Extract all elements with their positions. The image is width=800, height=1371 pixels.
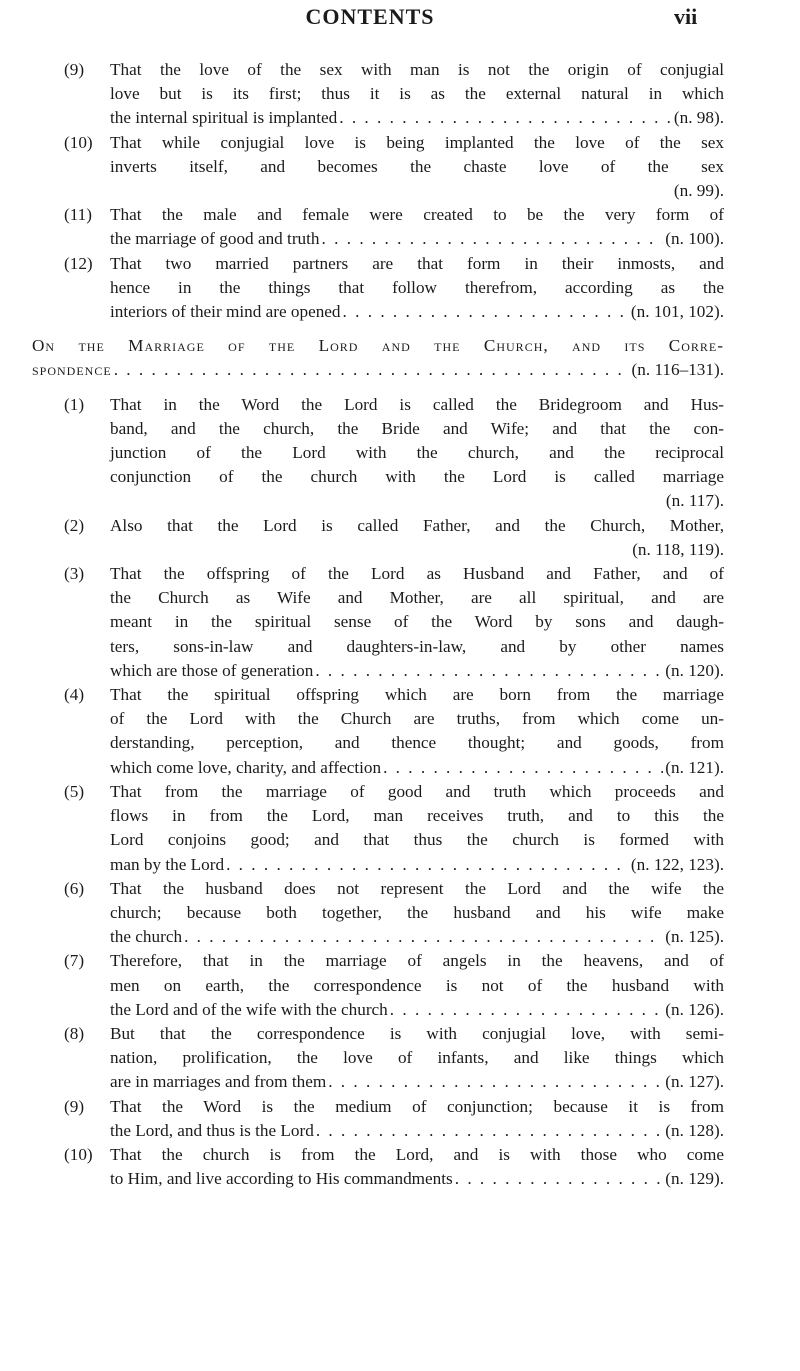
entry-number: (11) xyxy=(64,205,92,225)
entry-text: man by the Lord xyxy=(110,854,225,874)
section-heading xyxy=(32,334,724,382)
entry-line: derstanding, perception, and thence thought; and goods, from xyxy=(110,733,724,753)
dot-leader xyxy=(455,1167,664,1191)
toc-entry xyxy=(64,1095,724,1143)
dot-leader xyxy=(383,756,663,780)
entry-line: flows in from the Lord, man receives truth, and to this the xyxy=(110,806,724,826)
toc-entry xyxy=(64,780,724,877)
entry-leader-line xyxy=(110,853,724,877)
dot-leader xyxy=(328,1070,663,1094)
entry-text: interiors of their mind are opened xyxy=(110,302,341,322)
page-title: CONTENTS xyxy=(305,4,435,29)
entry-line: That the husband does not represent the Lord and the wife the xyxy=(110,878,724,898)
entry-leader-line xyxy=(110,1167,724,1191)
entry-text: which come love, charity, and affection xyxy=(110,757,382,777)
dot-leader xyxy=(315,659,663,683)
section-heading-text: spondence xyxy=(32,360,112,380)
entry-line: Therefore, that in the marriage of angels in the heavens, and of xyxy=(110,951,724,971)
entry-line: inverts itself, and becomes the chaste love of the sex xyxy=(110,156,724,176)
dot-leader xyxy=(390,998,664,1022)
entry-leader-line xyxy=(110,1119,724,1143)
entry-line: That the male and female were created to be the very form of xyxy=(110,205,724,225)
dot-leader xyxy=(316,1119,663,1143)
entry-leader-line xyxy=(110,998,724,1022)
dot-leader xyxy=(343,300,629,324)
entry-text: the Lord and of the wife with the church xyxy=(110,999,388,1019)
entry-leader-line xyxy=(110,1070,724,1094)
entry-line: meant in the spiritual sense of the Word by sons and daugh- xyxy=(110,612,724,632)
toc-entry xyxy=(64,58,724,131)
entry-line: love but is its first; thus it is as the external natural in which xyxy=(110,84,724,104)
page-number: vii xyxy=(674,4,698,29)
entry-number: (8) xyxy=(64,1023,85,1043)
entry-number: (10) xyxy=(64,1144,93,1164)
toc-entry xyxy=(64,514,724,562)
entry-number: (12) xyxy=(64,253,93,273)
entry-number: (2) xyxy=(64,515,85,535)
entry-line: That from the marriage of good and truth which proceeds and xyxy=(110,781,724,801)
entry-text: the internal spiritual is implanted xyxy=(110,108,338,128)
entry-line: band, and the church, the Bride and Wife; and that the con- xyxy=(110,418,724,438)
dot-leader xyxy=(226,853,629,877)
entry-reference: (n. 126). xyxy=(665,999,724,1019)
entry-reference: (n. 121). xyxy=(665,757,724,777)
entry-number: (4) xyxy=(64,685,85,705)
entry-reference: (n. 99). xyxy=(673,181,724,201)
entry-line: That the love of the sex with man is not the origin of conjugial xyxy=(110,60,724,79)
entries-group-a xyxy=(64,58,724,324)
entry-reference: (n. 127). xyxy=(665,1072,724,1092)
entry-number: (5) xyxy=(64,781,85,801)
toc-entry xyxy=(64,1143,724,1191)
entry-reference: (n. 118, 119). xyxy=(632,539,724,559)
section-heading-leader xyxy=(32,358,724,382)
entry-line: That in the Word the Lord is called the Bridegroom and Hus- xyxy=(110,394,724,414)
entry-number: (1) xyxy=(64,394,85,414)
entry-text: the marriage of good and truth xyxy=(110,229,320,249)
toc-entry xyxy=(64,877,724,950)
entry-number: (10) xyxy=(64,132,93,152)
entry-line: ters, sons-in-law and daughters-in-law, and by other names xyxy=(110,636,724,656)
entry-line: That the church is from the Lord, and is with those who come xyxy=(110,1144,724,1164)
entry-leader-line xyxy=(110,106,724,130)
entry-text: to Him, and live according to His commandments xyxy=(110,1169,453,1189)
entry-line: the Church as Wife and Mother, are all spiritual, and are xyxy=(110,588,724,608)
dot-leader xyxy=(114,358,630,382)
entry-text: which are those of generation xyxy=(110,660,314,680)
dot-leader xyxy=(322,227,664,251)
entry-reference: (n. 98). xyxy=(673,108,724,128)
section-reference: (n. 116–131). xyxy=(631,360,724,380)
entries-group-b xyxy=(64,393,724,1192)
toc-entry xyxy=(64,562,724,683)
entry-line: Also that the Lord is called Father, and the Church, Mother, xyxy=(110,515,724,535)
entry-number: (7) xyxy=(64,951,85,971)
entry-line: nation, prolification, the love of infants, and like things which xyxy=(110,1048,724,1068)
entry-number: (6) xyxy=(64,878,85,898)
entry-line: That while conjugial love is being implanted the love of the sex xyxy=(110,132,724,152)
entry-line: That the spiritual offspring which are born from the marriage xyxy=(110,685,724,705)
toc-entry xyxy=(64,252,724,325)
entry-text: are in marriages and from them xyxy=(110,1072,327,1092)
entry-reference: (n. 117). xyxy=(665,491,724,511)
entry-line: conjunction of the church with the Lord is called marriage xyxy=(110,467,724,487)
dot-leader xyxy=(339,106,672,130)
entry-reference: (n. 128). xyxy=(665,1120,724,1140)
entry-line: That the Word is the medium of conjunction; because it is from xyxy=(110,1096,724,1116)
entry-leader-line xyxy=(110,925,724,949)
entry-line: hence in the things that follow therefrom, according as the xyxy=(110,277,724,297)
entry-text: the church xyxy=(110,927,183,947)
entry-number: (9) xyxy=(64,1096,85,1116)
dot-leader xyxy=(184,925,663,949)
entry-reference: (n. 125). xyxy=(665,927,724,947)
contents-list xyxy=(32,58,724,1191)
entry-reference: (n. 129). xyxy=(665,1169,724,1189)
entry-leader-line xyxy=(110,659,724,683)
entry-reference: (n. 122, 123). xyxy=(630,854,724,874)
entry-leader-line xyxy=(110,300,724,324)
toc-entry xyxy=(64,683,724,780)
entry-reference: (n. 120). xyxy=(665,660,724,680)
toc-entry xyxy=(64,203,724,251)
entry-line: That the offspring of the Lord as Husband and Father, and of xyxy=(110,564,724,584)
entry-text: the Lord, and thus is the Lord xyxy=(110,1120,314,1140)
toc-entry xyxy=(64,1022,724,1095)
entry-leader-line xyxy=(110,227,724,251)
toc-entry xyxy=(64,131,724,204)
section-heading-line: On the Marriage of the Lord and the Church, and its Corre- xyxy=(32,336,724,356)
entry-number: (3) xyxy=(64,564,85,584)
entry-reference: (n. 100). xyxy=(665,229,724,249)
entry-line: But that the correspondence is with conjugial love, with semi- xyxy=(110,1023,724,1043)
entry-line: That two married partners are that form in their inmosts, and xyxy=(110,253,724,273)
toc-entry xyxy=(64,393,724,514)
toc-entry xyxy=(64,949,724,1022)
entry-line: of the Lord with the Church are truths, from which come un- xyxy=(110,709,724,729)
entry-line: church; because both together, the husband and his wife make xyxy=(110,902,724,922)
entry-reference: (n. 101, 102). xyxy=(630,302,724,322)
entry-number: (9) xyxy=(64,60,85,79)
page-header xyxy=(0,2,800,36)
entry-line: men on earth, the correspondence is not of the husband with xyxy=(110,975,724,995)
entry-leader-line xyxy=(110,756,724,780)
entry-line: junction of the Lord with the church, and the reciprocal xyxy=(110,443,724,463)
entry-line: Lord conjoins good; and that thus the church is formed with xyxy=(110,830,724,850)
